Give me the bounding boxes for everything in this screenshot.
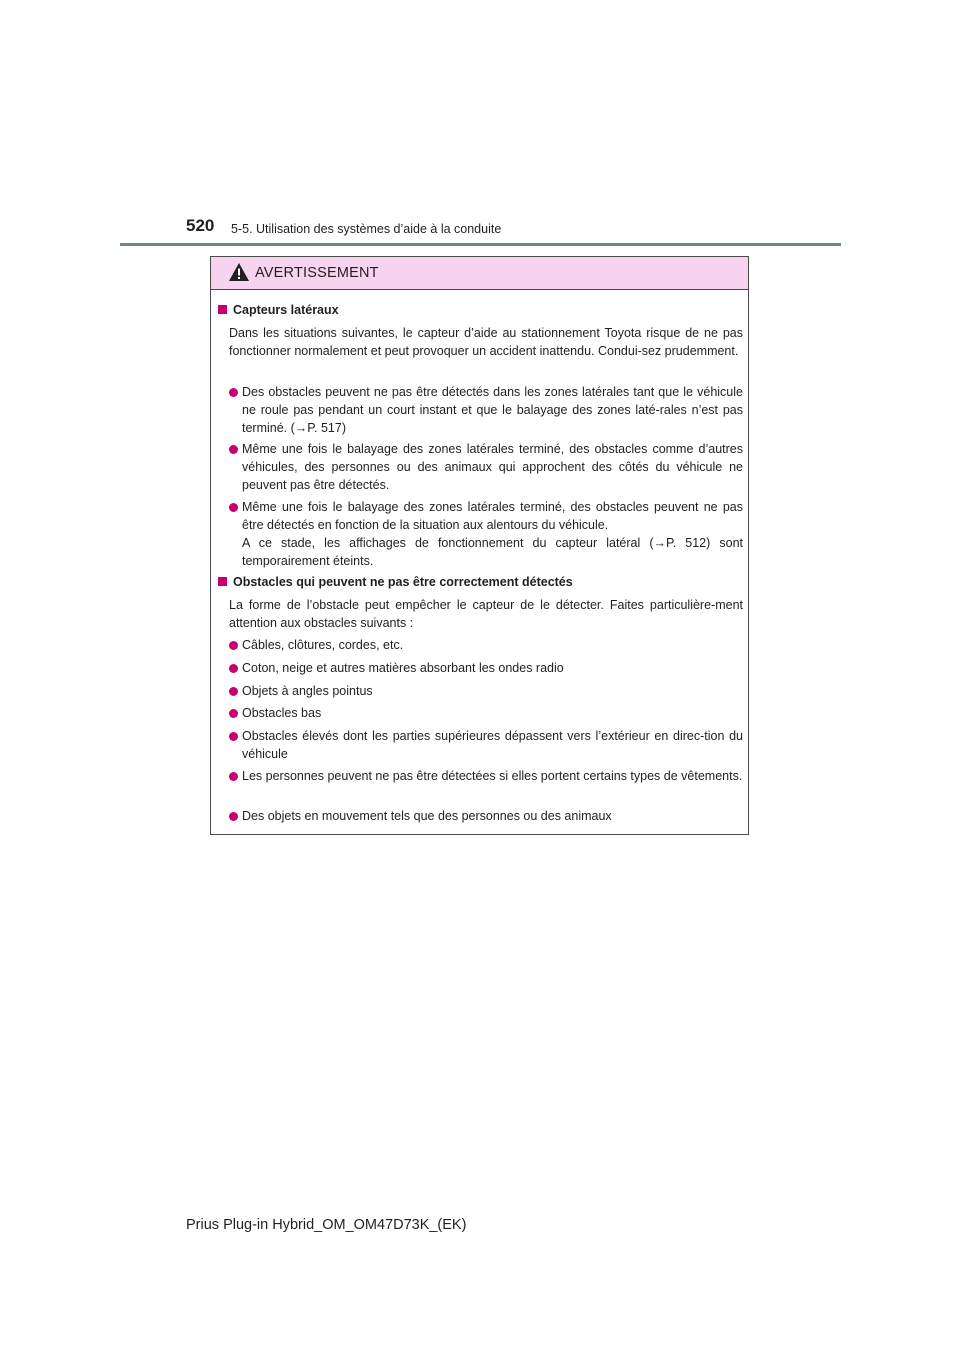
warning-box [210,256,749,835]
warning-header [211,257,748,290]
list-item: Obstacles élevés dont les parties supérieures dépassent vers l’extérieur en direc-tion du véhicule [229,727,743,763]
circle-bullet-icon [229,687,238,696]
square-bullet-icon [218,305,227,314]
warning-title: AVERTISSEMENT [255,265,379,281]
circle-bullet-icon [229,732,238,741]
warning-triangle-icon [228,262,250,282]
list-item: Objets à angles pointus [229,682,743,700]
square-bullet-icon [218,577,227,586]
circle-bullet-icon [229,812,238,821]
list-item: Obstacles bas [229,704,743,722]
circle-bullet-icon [229,772,238,781]
list-item: Les personnes peuvent ne pas être détectées si elles portent certains types de vêtements. [229,767,743,785]
circle-bullet-icon [229,709,238,718]
list-item: Câbles, clôtures, cordes, etc. [229,636,743,654]
circle-bullet-icon [229,641,238,650]
section-intro: Dans les situations suivantes, le capteur d’aide au stationnement Toyota risque de ne pas fonctionner normalement et peut provoquer un accident inattendu. Condui-sez prudemment. [229,326,743,358]
warning-body [211,290,748,836]
section-heading: Capteurs latéraux [218,301,743,319]
circle-bullet-icon [229,503,238,512]
list-item: Même une fois le balayage des zones latérales terminé, des obstacles peuvent ne pas être détectés en fonction de la situation aux alentours du véhicule. A ce stade, les affichages de fonctionnement du capteur latéral (→P. 512) sont temporairement éteints. [229,498,743,570]
section-heading: Obstacles qui peuvent ne pas être correctement détectés [218,573,743,591]
manual-footer: Prius Plug-in Hybrid_OM_OM47D73K_(EK) [186,1217,467,1233]
circle-bullet-icon [229,664,238,673]
list-item: Des obstacles peuvent ne pas être détectés dans les zones latérales tant que le véhicule ne roule pas pendant un court instant et que le balayage des zones laté-rales n’est pas terminé. (→P. 517) [229,383,743,437]
list-item: Coton, neige et autres matières absorbant les ondes radio [229,659,743,677]
list-item: Des objets en mouvement tels que des personnes ou des animaux [229,807,743,825]
header-divider [120,243,841,246]
list-item: Même une fois le balayage des zones latérales terminé, des obstacles comme d’autres véhicules, des personnes ou des animaux qui approchent des côtés du véhicule ne peuvent pas être détectés. [229,440,743,494]
section-intro: La forme de l’obstacle peut empêcher le capteur de le détecter. Faites particulière-ment attention aux obstacles suivants : [229,598,743,630]
section-title: 5-5. Utilisation des systèmes d’aide à la conduite [231,222,502,236]
page-number: 520 [186,216,215,235]
circle-bullet-icon [229,388,238,397]
circle-bullet-icon [229,445,238,454]
